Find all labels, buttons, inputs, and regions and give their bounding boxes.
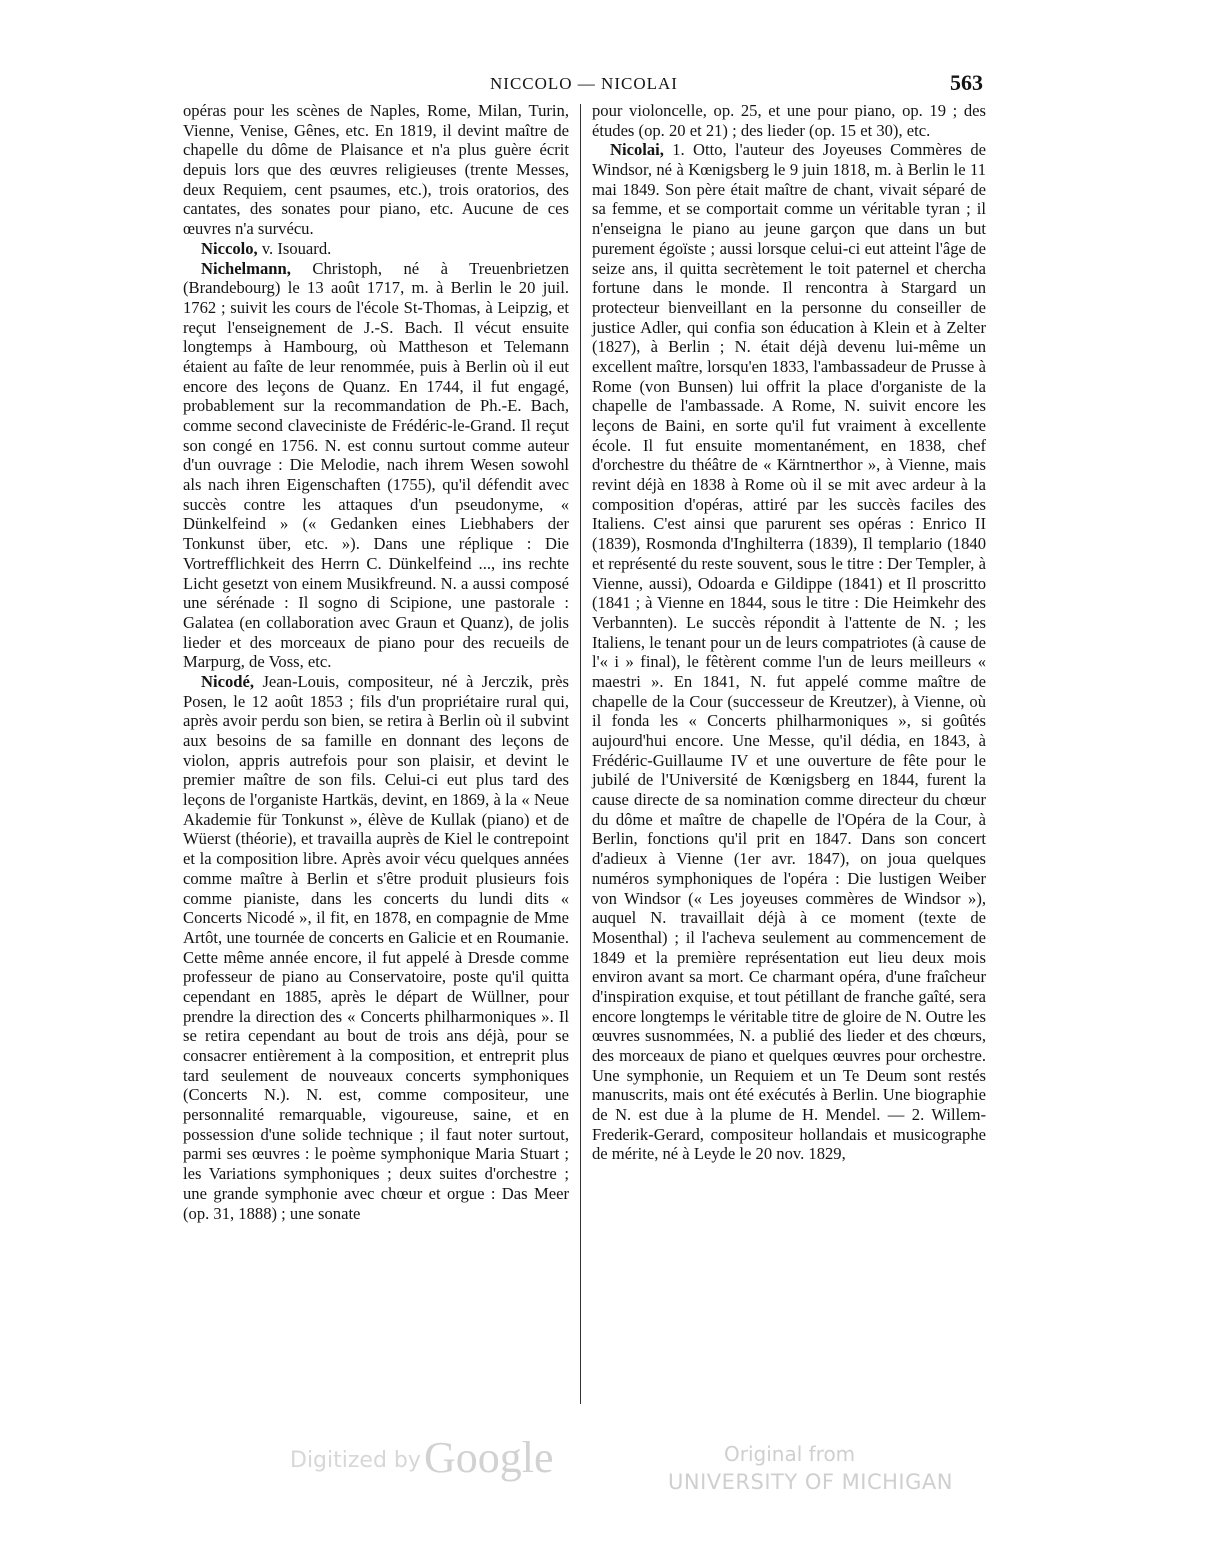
original-from-text: Original from: [724, 1442, 856, 1466]
entry-text: v. Isouard.: [257, 238, 332, 258]
entry-text: Jean-Louis, compositeur, né à Jerczik, près Posen, le 12 août 1853 ; fils d'un propriétaire rural qui, après avoir perdu son bien, se retira à Berlin où il subvint aux besoins de sa famille en donnant des leçons de violon, appris autrefois pour son plaisir, et devint le premier maître de son fils. Celui-ci eut plus tard des leçons de l'organiste Hartkäs, devint, en 1869, à la « Neue Akademie für Tonkunst », élève de Kullak (piano) et de Wüerst (théorie), et travailla auprès de Kiel le contrepoint et la composition libre. Après avoir vécu quelques années comme maître à Berlin et s'être produit plusieurs fois comme pianiste, dans les concerts du lundi dits « Concerts Nicodé », il fit, en 1878, en compagnie de Mme Artôt, une tournée de concerts en Galicie et en Roumanie. Cette même année encore, il fut appelé à Dresde comme professeur de piano au Conservatoire, poste qu'il quitta cependant en 1885, après le départ de Wüllner, pour prendre la direction des « Concerts philharmoniques ». Il se retira cependant au bout de trois ans déjà, pour se consacrer entièrement à la composition, et entreprit plus tard seulement de nouveaux concerts symphoniques (Concerts N.). N. est, comme compositeur, une personnalité remarquable, vigoureuse, saine, et en possession d'une solide technique ; il faut noter surtout, parmi ses œuvres : le poème symphonique Maria Stuart ; les Variations symphoniques ; deux suites d'orchestre ; une grande symphonie avec chœur et orgue : Das Meer (op. 31, 1888) ; une sonate: [183, 671, 569, 1223]
institution-name: UNIVERSITY OF MICHIGAN: [668, 1470, 953, 1494]
entry-text: Christoph, né à Treuenbrietzen (Brandebourg) le 13 août 1717, m. à Berlin le 20 juil. 1762 ; suivit les cours de l'école St-Thomas, à Leipzig, et reçut l'enseignement de J.-S. Bach. Il vécut ensuite longtemps à Hambourg, où Mattheson et Telemann étaient au faîte de leur renommée, puis à Berlin où il eut encore des leçons de Quanz. En 1744, il fut engagé, probablement sur la recommandation de Ph.-E. Bach, comme second claveciniste de Frédéric-le-Grand. Il reçut son congé en 1756. N. est connu surtout comme auteur d'un ouvrage : Die Melodie, nach ihrem Wesen sowohl als nach ihren Eigenschaften (1755), qu'il défendit avec succès contre les attaques d'un pseudonyme, « Dünkelfeind » (« Gedanken eines Liebhabers der Tonkunst über, etc. »). Dans une réplique : Die Vortrefflichkeit des Herrn C. Dünkelfeind ..., ins rechte Licht gesetzt von einem Musikfreund. N. a aussi composé une sérénade : Il sogno di Scipione, une pastorale : Galatea (en collaboration avec Graun et Quanz), de jolis lieder et des morceaux de piano pour des recueils de Marpurg, de Voss, etc.: [183, 258, 569, 672]
entry-headword: Nicolai,: [610, 140, 664, 160]
right-column: [592, 101, 986, 1164]
entry-text: 1. Otto, l'auteur des Joyeuses Commères de Windsor, né à Kœnigsberg le 9 juin 1818, m. à Berlin le 11 mai 1849. Son père était maître de chant, vivait séparé de sa femme, et se comportait comme un véritable tyran ; il n'enseigna le piano au jeune garçon que dans un but purement égoïste ; aussi lorsque celui-ci eut atteint l'âge de seize ans, il quitta secrètement le toit paternel et chercha fortune dans le monde. Il rencontra à Stargard un protecteur bienveillant en la personne du conseiller de justice Adler, qui confia son éducation à Klein et à Zelter (1827), à Berlin ; N. était déjà devenu lui-même un excellent maître, lorsqu'en 1833, l'ambassadeur de Prusse à Rome (von Bunsen) lui offrit la place d'organiste de la chapelle de l'ambassade. A Rome, N. suivit encore les leçons de Baini, en sorte qu'il fut vraiment à excellente école. Il fut ensuite momentanément, en 1838, chef d'orchestre du théâtre de « Kärntnerthor », à Vienne, mais revint déjà en 1838 à Rome où il se mit avec ardeur à la composition d'opéras, attiré par les succès faciles des Italiens. C'est ainsi que parurent ses opéras : Enrico II (1839), Rosmonda d'Inghilterra (1839), Il templario (1840 et représenté du reste souvent, sous le titre : Der Templer, à Vienne, aussi), Odoarda e Gildippe (1841) et Il proscritto (1841 ; à Vienne en 1844, sous le titre : Die Heimkehr des Verbannten). Le succès répondit à l'attente de N. ; les Italiens, le tenant pour un de leurs compatriotes (à cause de l'« i » final), le fêtèrent comme l'un de leurs meilleurs « maestri ». En 1841, N. fut appelé comme maître de chapelle de la Cour (successeur de Kreutzer), à Vienne, où il fonda les « Concerts philharmoniques », si goûtés aujourd'hui encore. Une Messe, qu'il dédia, en 1843, à Frédéric-Guillaume IV et une ouverture de fête pour le jubilé de l'Université de Kœnigsberg en 1844, furent la cause directe de sa nomination comme directeur du chœur du dôme et maître de chapelle de l'Opéra de la Cour, à Berlin, fonctions qu'il prit en 1847. Dans son concert d'adieux à Vienne (1er avr. 1847), on joua quelques numéros symphoniques de l'opéra : Die lustigen Weiber von Windsor (« Les joyeuses commères de Windsor »), auquel N. travaillait déjà à ce moment (texte de Mosenthal) ; il l'acheva seulement au commencement de 1849 et la première représentation eut lieu deux mois environ avant sa mort. Ce charmant opéra, d'une fraîcheur d'inspiration exquise, et tout pétillant de franche gaîté, sera encore longtemps le véritable titre de gloire de N. Outre les œuvres susnommées, N. a publié des lieder et des chœurs, des morceaux de piano et quelques œuvres pour orchestre. Une symphonie, un Requiem et un Te Deum sont restés manuscrits, mais ont été exécutés à Berlin. Une biographie de N. est due à la plume de H. Mendel. — 2. Willem-Frederik-Gerard, compositeur hollandais et musicographe de mérite, né à Leyde le 20 nov. 1829,: [592, 140, 986, 1164]
entry-text: pour violoncelle, op. 25, et une pour piano, op. 19 ; des études (op. 20 et 21) ; des lieder (op. 15 et 30), etc.: [592, 101, 986, 140]
digitized-by-text: Digitized by: [290, 1448, 421, 1473]
page-number: 563: [950, 70, 983, 95]
digitization-watermark: [0, 1432, 1207, 1512]
entry-niccolo: [183, 239, 569, 259]
entry-text: opéras pour les scènes de Naples, Rome, Milan, Turin, Vienne, Venise, Gênes, etc. En 1819, il devint maître de chapelle du dôme de Plaisance et n'a plus guère écrit depuis lors que des œuvres religieuses (trente Messes, deux Requiem, cent psaumes, etc.), trois oratorios, des cantates, des sonates pour piano, etc. Aucune de ces œuvres n'a survécu.: [183, 101, 569, 239]
left-column: [183, 101, 569, 1223]
google-logo: Google: [424, 1433, 554, 1482]
entry-nichelmann: [183, 259, 569, 672]
entry-headword: Niccolo,: [201, 238, 258, 258]
entry-headword: Nichelmann,: [201, 258, 291, 278]
entry-continuation: [592, 101, 986, 140]
column-divider: [580, 104, 581, 1404]
entry-nicolai: [592, 140, 986, 1164]
running-title: NICCOLO — NICOLAI: [490, 74, 678, 93]
entry-continuation: [183, 101, 569, 239]
entry-headword: Nicodé,: [201, 671, 254, 691]
entry-nicode: [183, 672, 569, 1223]
